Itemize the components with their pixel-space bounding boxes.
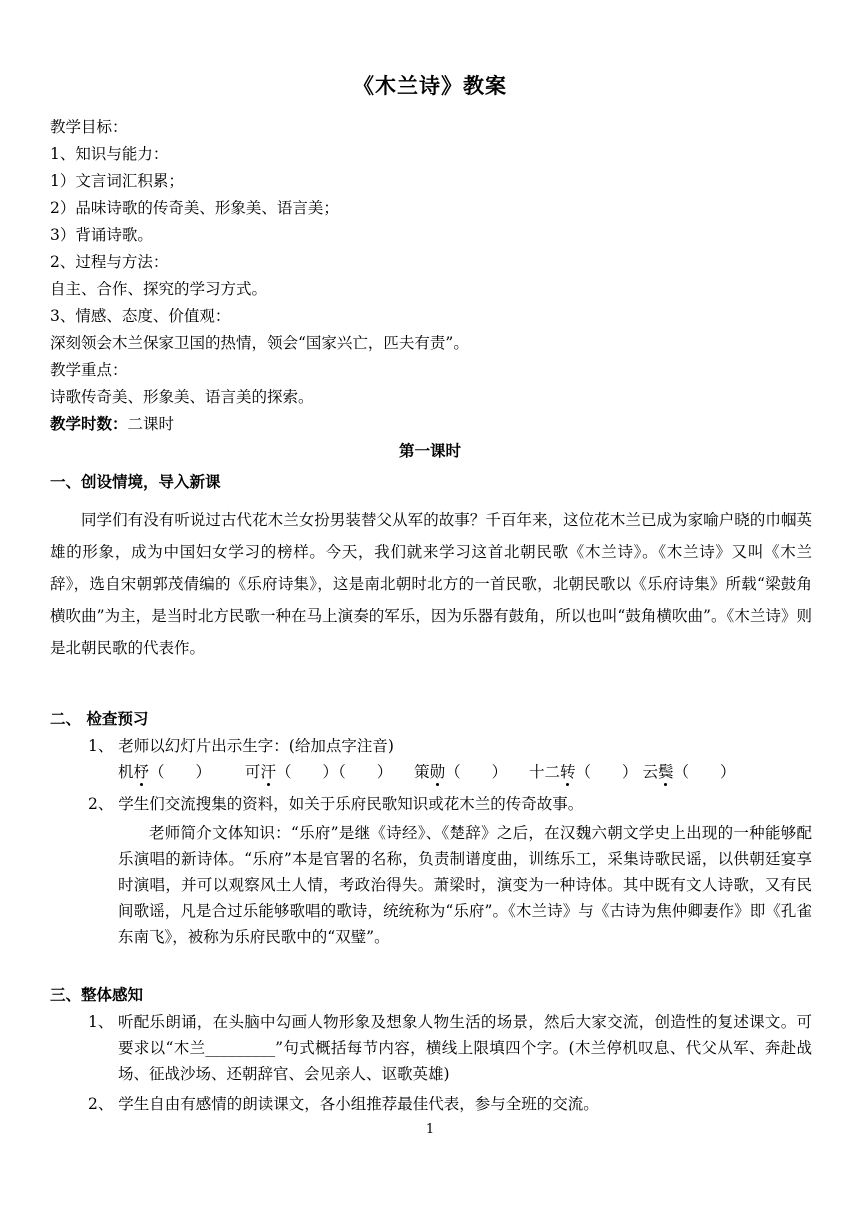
goal-3-a: 深刻领会木兰保家卫国的热情，领会“国家兴亡，匹夫有责”。 — [50, 334, 469, 352]
key-points-text: 诗歌传奇美、形象美、语言美的探索。 — [50, 388, 314, 406]
section-2-item-1: 1、 老师以幻灯片出示生字：(给加点字注音) — [88, 737, 394, 755]
section-2-heading: 二、 检查预习 — [50, 710, 149, 728]
section-1-paragraph: 同学们有没有听说过古代花木兰女扮男装替父从军的故事？千百年来，这位花木兰已成为家喻户晓的巾帼英雄的形象，成为中国妇女学习的榜样。今天，我们就来学习这首北朝民歌《木兰诗》。《木兰诗》又叫《木兰辞》，选自宋朝郭茂倩编的《乐府诗集》，这是南北朝时北方的一首民歌，北朝民歌以《乐府诗集》所载“梁鼓角横吹曲”为主，是当时北方民歌一种在马上演奏的军乐，因为乐器有鼓角，所以也叫“鼓角横吹曲”。《木兰诗》则是北朝民歌的代表作。 — [50, 511, 812, 657]
key-points-label: 教学重点： — [50, 361, 128, 379]
teaching-hours-label: 教学时数： — [50, 415, 128, 433]
teaching-hours — [50, 414, 174, 434]
lesson-one-heading: 第一课时 — [398, 442, 461, 460]
vocab-2: 可汗（ ）（ ） — [244, 763, 393, 781]
section-3-item-1: 听配乐朗诵，在头脑中勾画人物形象及想象人物生活的场景，然后大家交流，创造性的复述课文。可要求以“木兰_________”句式概括每节内容，横线上限填四个字。(木兰停机叹息、代父从军、奔赴战场、征战沙场、还朝辞官、会见亲人、讴歌英雄) — [118, 1013, 812, 1083]
section-3-item-2: 2、 学生自由有感情的朗读课文，各小组推荐最佳代表，参与全班的交流。 — [88, 1095, 599, 1113]
vocab-5: 云鬓（ ） — [642, 763, 736, 781]
section-1-heading: 一、创设情境，导入新课 — [50, 473, 221, 491]
goal-2-a: 自主、合作、探究的学习方式。 — [50, 280, 268, 298]
document-title: 《木兰诗》教案 — [353, 74, 507, 98]
vocab-row — [118, 762, 736, 782]
goal-1: 1、知识与能力： — [50, 145, 169, 163]
goal-2: 2、过程与方法： — [50, 253, 169, 271]
vocab-4: 十二转（ ） — [529, 763, 638, 781]
section-3-item-1-number: 1、 — [88, 1013, 114, 1031]
goal-1-a: 1）文言词汇积累； — [50, 172, 184, 190]
section-2-paragraph: 老师简介文体知识：“乐府”是继《诗经》、《楚辞》之后，在汉魏六朝文学史上出现的一种能够配乐演唱的新诗体。“乐府”本是官署的名称，负责制谱度曲，训练乐工，采集诗歌民谣，以供朝廷宴享时演唱，并可以观察风土人情，考政治得失。萧梁时，演变为一种诗体。其中既有文人诗歌，又有民间歌谣，凡是合过乐能够歌唱的歌诗，统统称为“乐府”。《木兰诗》与《古诗为焦仲卿妻作》即《孔雀东南飞》，被称为乐府民歌中的“双璧”。 — [118, 824, 812, 946]
goal-1-c: 3）背诵诗歌。 — [50, 226, 153, 244]
teaching-hours-value: 二课时 — [127, 415, 175, 433]
goal-1-b: 2）品味诗歌的传奇美、形象美、语言美； — [50, 199, 339, 217]
section-2-item-2: 2、 学生们交流搜集的资料，如关于乐府民歌知识或花木兰的传奇故事。 — [88, 795, 584, 813]
vocab-1: 机杼（ ） — [118, 763, 212, 781]
vocab-3: 策勋（ ） — [414, 763, 508, 781]
page-number: 1 — [425, 1122, 435, 1137]
section-3-heading: 三、整体感知 — [50, 986, 144, 1004]
teaching-goals-label: 教学目标： — [50, 118, 128, 136]
goal-3: 3、情感、态度、价值观： — [50, 307, 231, 325]
